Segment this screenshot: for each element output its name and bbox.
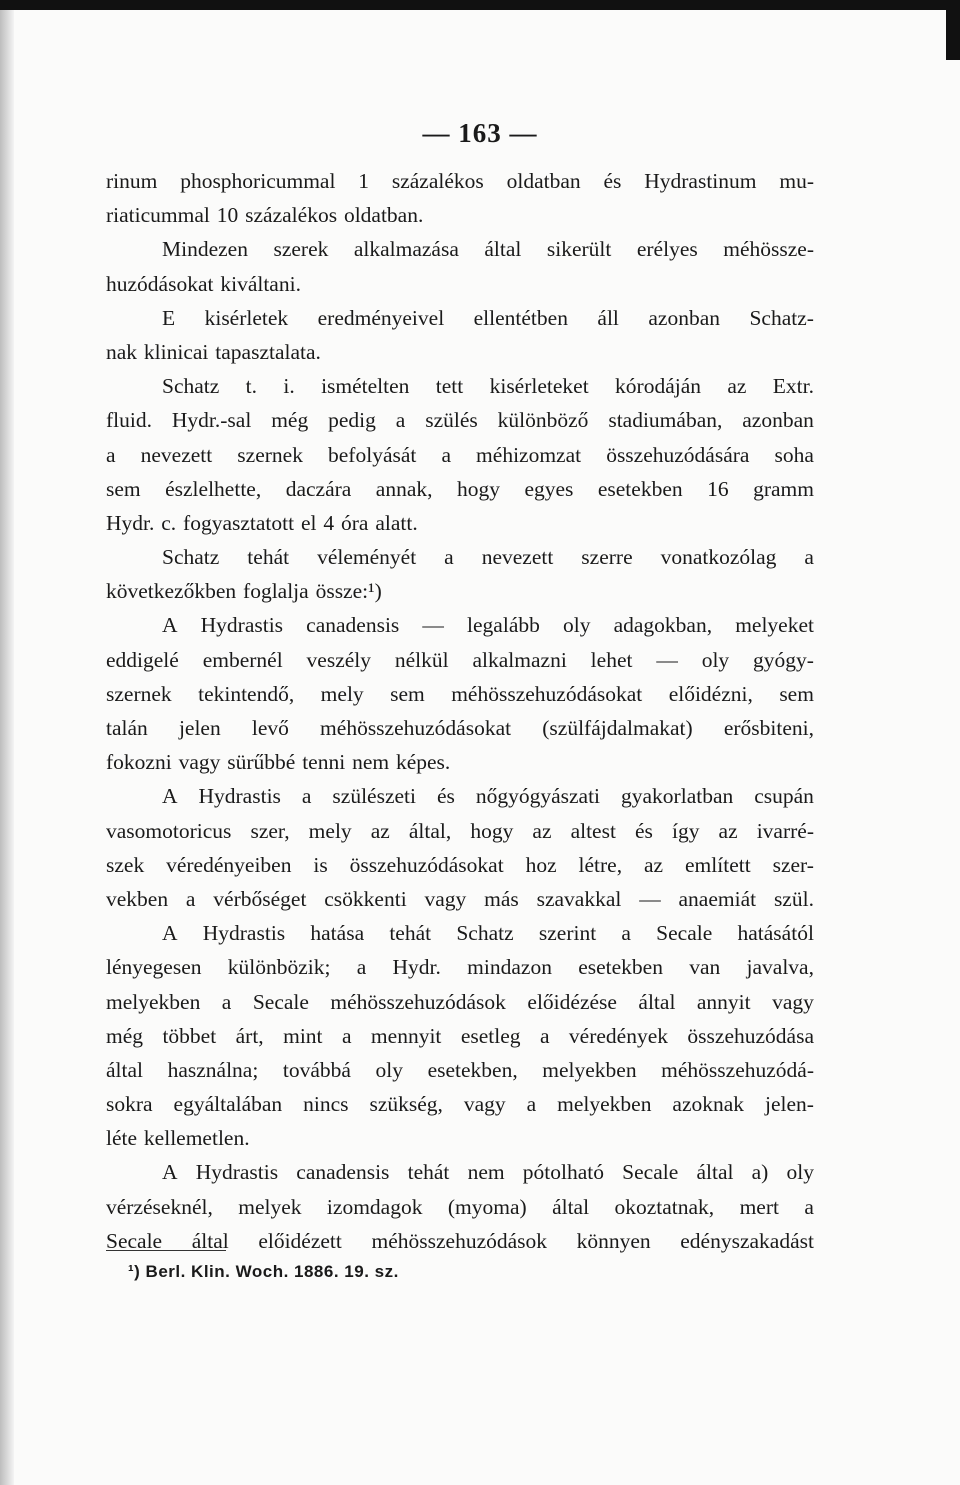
word: vagy [424, 886, 467, 911]
word: Hydr. [106, 510, 155, 535]
word: mindazon [467, 955, 552, 980]
word: szükség, [369, 1092, 443, 1117]
word: össze:¹) [315, 579, 382, 604]
word: (szülfájdalmakat) [542, 716, 693, 740]
word: tenni [302, 750, 346, 775]
word: edényszakadást [680, 1228, 814, 1253]
word: képes. [395, 750, 451, 775]
word: létre, [578, 852, 623, 877]
word: említett [685, 852, 751, 877]
word: nak [106, 339, 138, 364]
word: oldatban. [343, 203, 424, 228]
footnote-rule [106, 1250, 226, 1251]
word: vagy [178, 750, 221, 775]
text-line [106, 950, 814, 984]
text-line [106, 438, 814, 472]
text-line [106, 1087, 814, 1121]
word: izomdagok [326, 1194, 423, 1219]
word: oldatban [506, 169, 581, 193]
word: A [162, 1160, 178, 1185]
word: Hydrastis [200, 613, 284, 638]
word: a [395, 408, 406, 433]
word: sem [390, 681, 425, 706]
text-line [106, 1224, 814, 1258]
word: észlelhette, [165, 476, 262, 501]
word: által [484, 237, 522, 262]
text-line [106, 848, 814, 882]
word: Hydr.-sal [171, 408, 252, 433]
word: a [804, 545, 814, 570]
text-line [106, 472, 814, 506]
word: a [441, 442, 451, 467]
word: vekben [106, 886, 169, 911]
word: sikerült [546, 237, 612, 262]
word: által, [408, 818, 452, 843]
word: szavakkal [536, 886, 622, 911]
text-line [106, 1121, 814, 1155]
word: A [162, 784, 178, 809]
word: százalékos [391, 169, 484, 193]
word: szernek [106, 681, 172, 706]
word: a [221, 989, 232, 1014]
word: véredényeiben [166, 852, 292, 877]
text-line [106, 608, 814, 642]
word: 10 [216, 203, 239, 228]
word: Hydrastis [202, 921, 286, 946]
word: Hydrastis [195, 1160, 279, 1185]
word: más [484, 886, 519, 911]
word: kisérletek [204, 305, 289, 330]
word: előidézése [527, 989, 617, 1014]
word: a [804, 1194, 814, 1219]
word: 16 [707, 476, 729, 501]
word: — [639, 886, 661, 911]
word: vagy [463, 1092, 506, 1117]
word: hogy [456, 476, 500, 501]
word: azonban [648, 305, 720, 330]
word: csupán [754, 784, 814, 809]
text-line [106, 882, 814, 916]
word: fogyasztatott [183, 510, 295, 535]
word: árt, [235, 1023, 264, 1048]
word: mennyit [370, 1023, 442, 1048]
text-line [106, 403, 814, 437]
word: óra [341, 510, 369, 535]
word: a [341, 1023, 352, 1048]
word: az [532, 818, 552, 843]
word: lényegesen [106, 955, 202, 980]
word: előidézni, [668, 681, 753, 706]
word: c. [161, 510, 177, 535]
word: veszély [306, 647, 372, 672]
word: tekintendő, [198, 681, 295, 706]
word: összehuzódásokat [349, 852, 504, 877]
word: befolyását [328, 442, 417, 467]
word: Extr. [772, 374, 814, 399]
text-line [106, 369, 814, 403]
word: a [106, 442, 116, 467]
word: az [644, 852, 664, 877]
word: az [718, 818, 738, 843]
word: alkalmazása [353, 237, 459, 262]
word: jelen- [765, 1092, 814, 1117]
text-line [106, 301, 814, 335]
word: tehát [407, 1160, 450, 1185]
word: által [552, 1194, 590, 1219]
footnote: ¹) Berl. Klin. Woch. 1886. 19. sz. [128, 1262, 399, 1281]
text-line [106, 540, 814, 574]
word: esetleg [460, 1023, 521, 1048]
text-line [106, 574, 814, 608]
word: nevezett [140, 442, 213, 467]
word: kisérleteket [489, 374, 589, 399]
word: tapasztalata. [215, 339, 321, 364]
word: sem [779, 681, 814, 706]
word: véleményét [317, 545, 417, 570]
word: hoz [525, 852, 557, 877]
word: legalább [467, 613, 540, 638]
word: által [106, 1057, 144, 1082]
word: erősbiteni, [723, 716, 814, 740]
word: szernek [237, 442, 303, 467]
word: tett [435, 374, 464, 399]
word: embernél [202, 647, 283, 672]
word: sem [106, 476, 141, 501]
word: A [162, 613, 178, 638]
word: összehuzódására [606, 442, 750, 467]
word: által [191, 1228, 229, 1253]
word: a [185, 886, 196, 911]
word: annak, [375, 476, 433, 501]
text-line [106, 916, 814, 950]
word: szerek [273, 237, 329, 262]
word: vonatkozólag [660, 545, 777, 570]
word: ellentétben [473, 305, 568, 330]
word: esetekben [597, 476, 683, 501]
word: a [539, 1023, 550, 1048]
word: nincs [303, 1092, 349, 1117]
word: kiváltani. [220, 271, 301, 296]
word: esetekben, [427, 1057, 518, 1082]
word: okoztatnak, [614, 1194, 715, 1219]
word: Schatz [162, 374, 220, 399]
word: az [727, 374, 747, 399]
word: összehuzódása [687, 1023, 814, 1048]
word: nőgyógyászati [475, 784, 601, 809]
word: méhösszehuzódások [371, 1228, 548, 1253]
word: Secale [252, 989, 309, 1014]
word: pedig [328, 408, 376, 433]
word: Schatz- [749, 305, 814, 330]
word: még [271, 408, 309, 433]
text-line [106, 1190, 814, 1224]
word: sokra [106, 1092, 153, 1117]
word: ivarré- [756, 818, 814, 843]
word: és [436, 784, 455, 809]
word: oly [701, 647, 730, 672]
word: levő [251, 716, 289, 740]
word: javalva, [746, 955, 814, 980]
word: rinum [106, 169, 158, 193]
word: használna; [167, 1057, 259, 1082]
word: a [444, 545, 454, 570]
word: szül. [773, 886, 814, 911]
word: a) [751, 1160, 769, 1185]
word: tehát [247, 545, 290, 570]
word: méhizomzat [476, 442, 582, 467]
word: gyógy- [753, 647, 814, 672]
word: szek [106, 852, 145, 877]
word: mely [308, 818, 352, 843]
word: különböző [497, 408, 589, 433]
word: vérbőséget [213, 886, 307, 911]
word: van [689, 955, 721, 980]
word: gramm [753, 476, 814, 501]
word: t. [245, 374, 258, 399]
word: oly [375, 1057, 403, 1082]
word: Hydr. [392, 955, 441, 980]
word: riaticummal [106, 203, 210, 228]
word: (myoma) [447, 1194, 527, 1219]
word: csökkenti [324, 886, 407, 911]
word: gyakorlatban [621, 784, 734, 809]
word: az [370, 818, 390, 843]
word: klinicai [143, 339, 209, 364]
word: könnyen [576, 1228, 651, 1253]
text-line [106, 677, 814, 711]
word: Secale [656, 921, 713, 946]
page-number: — 163 — [422, 118, 538, 148]
word: Schatz [456, 921, 514, 946]
text-line [106, 745, 814, 779]
word: 1 [358, 169, 370, 193]
word: pótolható [522, 1160, 604, 1185]
word: szerre [581, 545, 633, 570]
word: Secale [106, 1228, 163, 1253]
word: annyit [696, 989, 751, 1014]
word: eddigelé [106, 647, 179, 672]
word: oly [786, 1160, 814, 1185]
word: hogy [470, 818, 514, 843]
word: így [671, 818, 700, 843]
body-text [106, 164, 814, 1258]
word: és [635, 818, 653, 843]
word: Schatz [162, 545, 220, 570]
word: anaemiát [678, 886, 757, 911]
word: hatása [310, 921, 365, 946]
word: szülés [425, 408, 478, 433]
word: a [356, 955, 367, 980]
word: által [638, 989, 676, 1014]
word: Hydrastis [198, 784, 281, 809]
word: Secale [622, 1160, 679, 1185]
word: azonban [742, 408, 814, 433]
word: jelen [178, 716, 221, 740]
text-line [106, 985, 814, 1019]
word: egyes [524, 476, 574, 501]
word: talán [106, 716, 148, 740]
word: Hydrastinum [644, 169, 757, 193]
word: kellemetlen. [143, 1126, 250, 1151]
word: soha [774, 442, 814, 467]
text-line [106, 643, 814, 677]
word: stadiumában, [608, 408, 723, 433]
word: daczára [285, 476, 352, 501]
word: lehet [590, 647, 633, 672]
word: mint [283, 1023, 323, 1048]
word: — [656, 647, 678, 672]
text-line [106, 779, 814, 813]
word: altest [570, 818, 616, 843]
word: erélyes [636, 237, 698, 262]
text-line [106, 1155, 814, 1189]
text-line [106, 711, 814, 745]
scan-top-edge [0, 0, 960, 10]
word: melyekben [542, 1057, 637, 1082]
word: egyáltalában [173, 1092, 283, 1117]
word: következőkben [106, 579, 237, 604]
word: nélkül [394, 647, 449, 672]
word: A [162, 921, 178, 946]
text-line [106, 506, 814, 540]
word: százalékos [245, 203, 338, 228]
word: huzódásokat [106, 271, 214, 296]
word: nevezett [481, 545, 554, 570]
word: canadensis [306, 613, 400, 638]
word: előidézett [258, 1228, 342, 1253]
word: phosphoricummal [180, 169, 336, 193]
word: el [300, 510, 317, 535]
word: véredények [568, 1023, 668, 1048]
word: sürűbbé [227, 750, 296, 775]
word: alatt. [375, 510, 418, 535]
word: szer- [772, 852, 814, 877]
text-line [106, 198, 814, 232]
word: nem [352, 750, 390, 775]
text-line [106, 232, 814, 266]
scan-binding-shadow [0, 10, 14, 1485]
scan-corner-edge [946, 0, 960, 60]
word: szer, [250, 818, 290, 843]
word: kórodáján [615, 374, 701, 399]
word: szerint [538, 921, 597, 946]
word: még [106, 1023, 144, 1048]
word: méhösszehuzódásokat [451, 681, 643, 706]
word: melyeket [735, 613, 814, 638]
word: i. [283, 374, 295, 399]
word: szülészeti [332, 784, 416, 809]
word: mert [739, 1194, 779, 1219]
word: és [603, 169, 622, 193]
word: fluid. [106, 408, 152, 433]
word: vérzéseknél, [106, 1194, 213, 1219]
word: által [696, 1160, 734, 1185]
word: — [422, 613, 444, 638]
word: alkalmazni [472, 647, 567, 672]
text-line [106, 1019, 814, 1053]
text-line [106, 1053, 814, 1087]
word: oly [562, 613, 591, 638]
word: a [621, 921, 631, 946]
word: azoknak [672, 1092, 745, 1117]
word: áll [597, 305, 619, 330]
word: méhösszehuzódá- [661, 1057, 814, 1082]
word: méhössze- [723, 237, 814, 262]
word: különbözik; [227, 955, 331, 980]
word: Mindezen [162, 237, 248, 262]
word: canadensis [296, 1160, 390, 1185]
word: a [301, 784, 312, 809]
word: is [313, 852, 328, 877]
word: többet [162, 1023, 217, 1048]
text-line [106, 267, 814, 301]
word: adagokban, [613, 613, 713, 638]
word: eredményeivel [317, 305, 445, 330]
word: melyek [238, 1194, 302, 1219]
word: mu- [779, 169, 814, 193]
word: a [526, 1092, 537, 1117]
word: melyekben [557, 1092, 652, 1117]
word: továbbá [282, 1057, 351, 1082]
word: vagy [772, 989, 814, 1014]
word: foglalja [243, 579, 309, 604]
word: fokozni [106, 750, 172, 775]
word: tehát [389, 921, 432, 946]
word: esetekben [578, 955, 663, 980]
word: E [162, 305, 176, 330]
word: ismételten [321, 374, 410, 399]
word: hatásától [737, 921, 814, 946]
word: léte [106, 1126, 138, 1151]
word: 4 [323, 510, 335, 535]
word: mely [320, 681, 364, 706]
text-line [106, 335, 814, 369]
word: nem [467, 1160, 505, 1185]
word: melyekben [106, 989, 201, 1014]
word: méhösszehuzódások [330, 989, 506, 1014]
word: vasomotoricus [106, 818, 232, 843]
text-line [106, 164, 814, 198]
word: méhösszehuzódásokat [320, 716, 512, 740]
text-line [106, 814, 814, 848]
